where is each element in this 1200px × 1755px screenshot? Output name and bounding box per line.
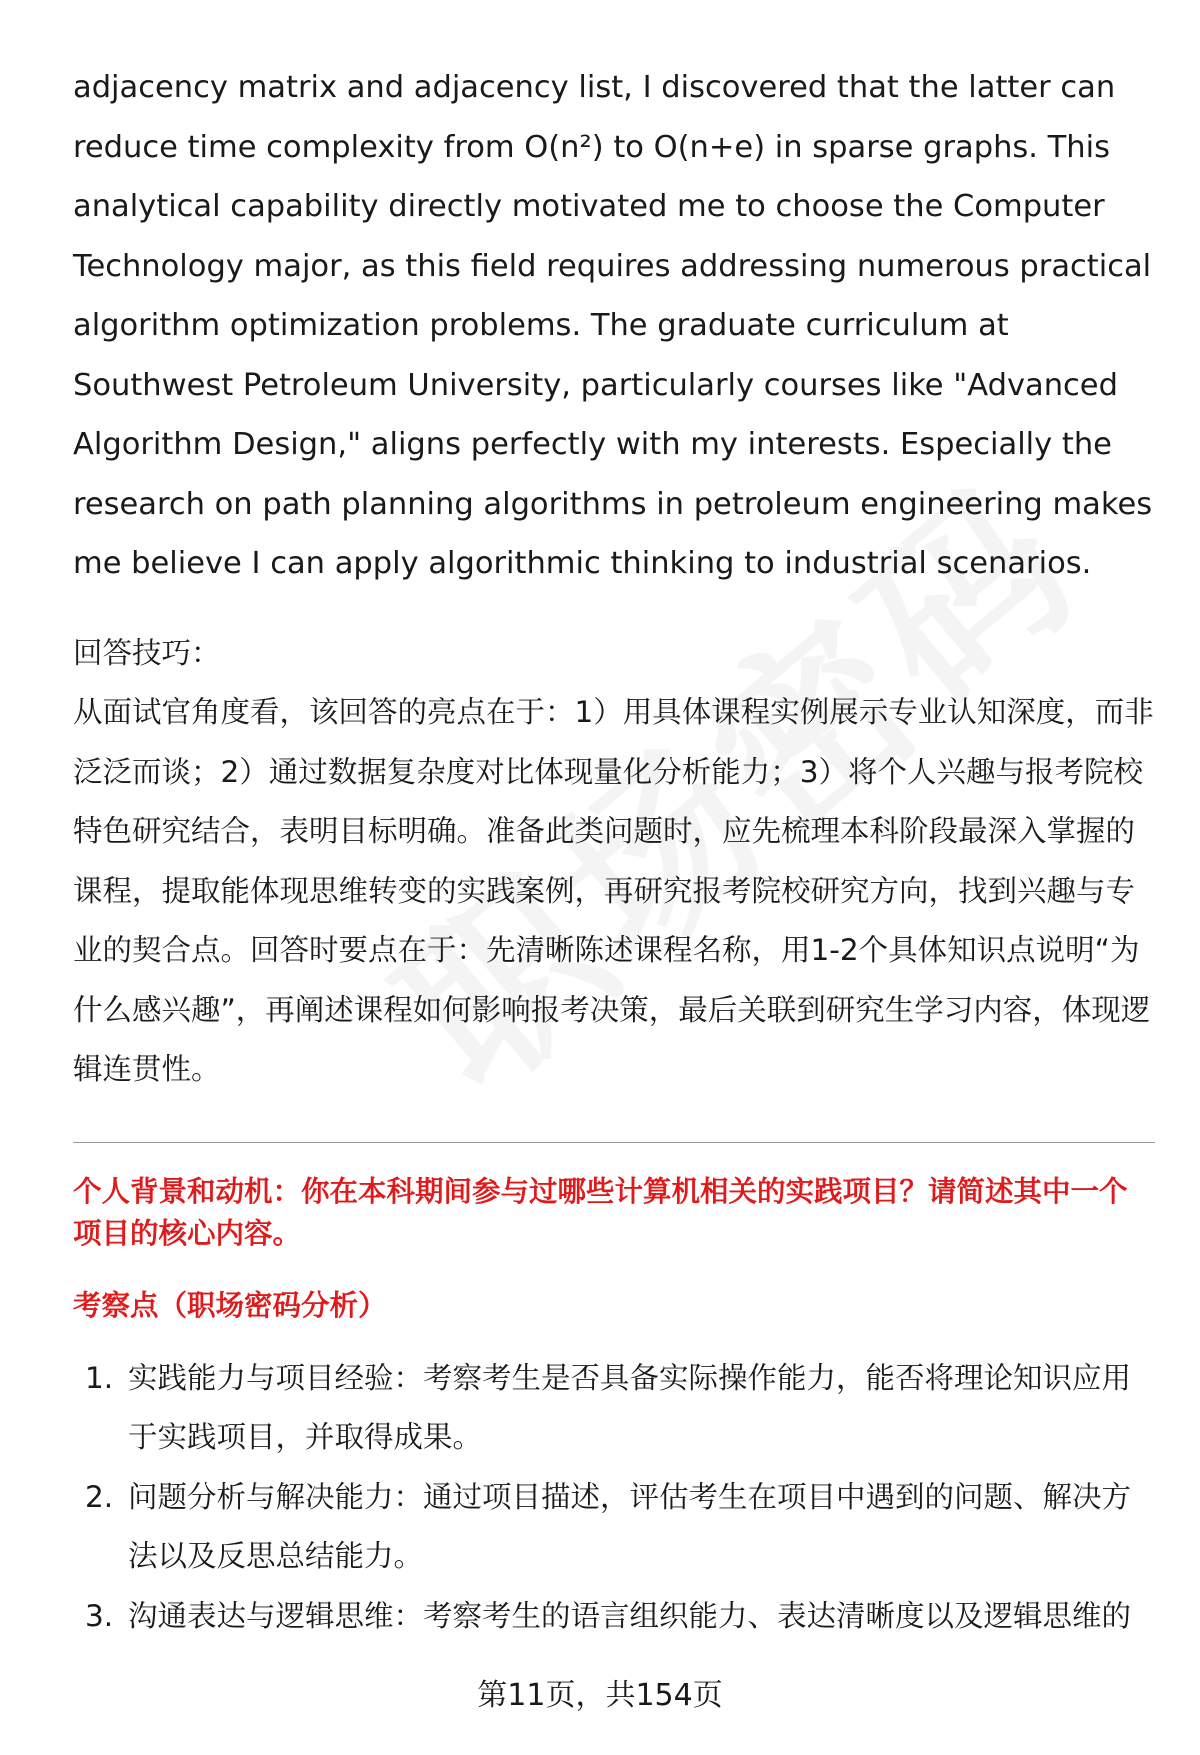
assessment-subheading: 考察点（职场密码分析） xyxy=(73,1288,387,1322)
tips-paragraph: 从面试官角度看，该回答的亮点在于：1）用具体课程实例展示专业认知深度，而非泛泛而谈；2）通过数据复杂度对比体现量化分析能力；3）将个人兴趣与报考院校特色研究结合，表明目标明确。准备此类问题时，应先梳理本科阶段最深入掌握的课程，提取能体现思维转变的实践案例，再研究报考院校研究方向，找到兴趣与专业的契合点。回答时要点在于：先清晰陈述课程名称，用1-2个具体知识点说明“为什么感兴趣”，再阐述课程如何影响报考决策，最后关联到研究生学习内容，体现逻辑连贯性。 xyxy=(73,695,1154,1086)
list-item-number: 2. xyxy=(85,1479,114,1514)
list-item xyxy=(73,1468,1155,1587)
question-heading: 个人背景和动机：你在本科期间参与过哪些计算机相关的实践项目？请简述其中一个项目的核心内容。 xyxy=(73,1174,1128,1250)
list-item-text: 问题分析与解决能力：通过项目描述，评估考生在项目中遇到的问题、解决方法以及反思总结能力。 xyxy=(128,1479,1132,1573)
page-number: 第11页，共154页 xyxy=(477,1678,723,1713)
answer-paragraph: adjacency matrix and adjacency list, I discovered that the latter can reduce time complexity from O(n²) to O(n+e) in sparse graphs. This analytical capability directly motivated me to choose the Computer Technology major, as this field requires addressing numerous practical algorithm optimization problems. The graduate curriculum at Southwest Petroleum University, particularly courses like "Advanced Algorithm Design," aligns perfectly with my interests. Especially the research on path planning algorithms in petroleum engineering makes me believe I can apply algorithmic thinking to industrial scenarios. xyxy=(73,70,1153,581)
list-item xyxy=(73,1587,1155,1647)
list-item-text: 沟通表达与逻辑思维：考察考生的语言组织能力、表达清晰度以及逻辑思维的 xyxy=(128,1598,1132,1633)
tips-label: 回答技巧： xyxy=(73,635,221,670)
assessment-points-list xyxy=(73,1349,1155,1647)
list-item-number: 1. xyxy=(85,1360,114,1395)
list-item-text: 实践能力与项目经验：考察考生是否具备实际操作能力，能否将理论知识应用于实践项目，并取得成果。 xyxy=(128,1360,1132,1454)
section-divider xyxy=(73,1142,1155,1143)
page-content xyxy=(73,58,1155,1646)
list-item xyxy=(73,1349,1155,1468)
list-item-number: 3. xyxy=(85,1598,114,1633)
